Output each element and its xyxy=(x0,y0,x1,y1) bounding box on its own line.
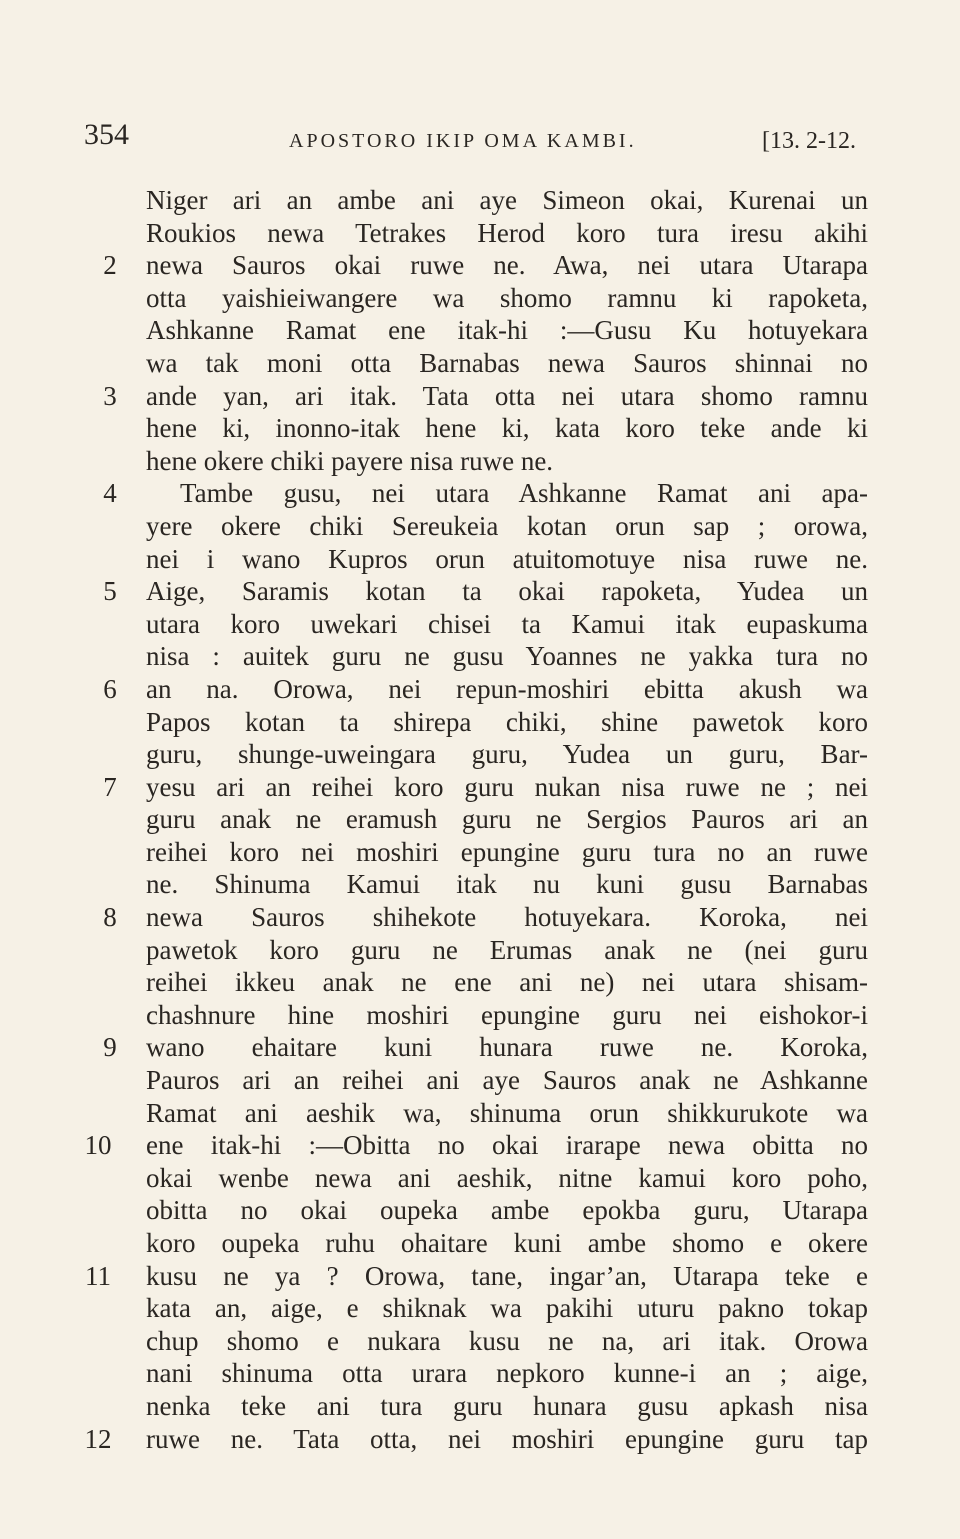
text-line xyxy=(0,282,960,315)
line-text: wano ehaitare kuni hunara ruwe ne. Koroka, xyxy=(146,1032,868,1063)
line-text: an na. Orowa, nei repun-moshiri ebitta akush wa xyxy=(146,673,868,704)
line-text: guru, shunge-uweingara guru, Yudea un guru, Bar- xyxy=(146,739,868,770)
running-title: APOSTORO IKIP OMA KAMBI. xyxy=(289,130,637,152)
text-line xyxy=(0,1097,960,1130)
text-line xyxy=(0,1194,960,1227)
text-line xyxy=(0,803,960,836)
line-text: ene itak-hi :—Obitta no okai irarape newa obitta no xyxy=(146,1130,868,1161)
verse-number: 12 xyxy=(84,1423,112,1454)
line-text: newa Sauros shihekote hotuyekara. Koroka, nei xyxy=(146,902,868,933)
line-text: Papos kotan ta shirepa chiki, shine pawetok koro xyxy=(146,706,868,737)
text-line xyxy=(0,575,960,608)
line-text: Niger ari an ambe ani aye Simeon okai, Kurenai un xyxy=(146,185,868,215)
line-text: newa Sauros okai ruwe ne. Awa, nei utara Utarapa xyxy=(146,250,868,281)
text-line xyxy=(0,901,960,934)
line-text: pawetok koro guru ne Erumas anak ne (nei guru xyxy=(146,934,868,965)
line-text: Roukios newa Tetrakes Herod koro tura iresu akihi xyxy=(146,217,868,248)
text-line xyxy=(0,934,960,967)
verse-number: 7 xyxy=(103,771,117,802)
page-header xyxy=(84,118,874,158)
line-text: otta yaishieiwangere wa shomo ramnu ki rapoketa, xyxy=(146,282,868,313)
text-line xyxy=(0,706,960,739)
line-text: obitta no okai oupeka ambe epokba guru, Utarapa xyxy=(146,1195,868,1226)
line-text: ne. Shinuma Kamui itak nu kuni gusu Barnabas xyxy=(146,869,868,900)
line-text: ruwe ne. Tata otta, nei moshiri epungine guru tap xyxy=(146,1423,868,1454)
text-line xyxy=(0,640,960,673)
text-line xyxy=(0,1260,960,1293)
line-text: reihei ikkeu anak ne ene ani ne) nei utara shisam- xyxy=(146,967,868,998)
line-text: guru anak ne eramush guru ne Sergios Pauros ari an xyxy=(146,804,868,835)
text-line xyxy=(0,1227,960,1260)
verse-number: 2 xyxy=(103,250,117,281)
text-line xyxy=(0,510,960,543)
verse-number: 8 xyxy=(103,902,117,933)
text-line xyxy=(0,1064,960,1097)
line-text: utara koro uwekari chisei ta Kamui itak eupaskuma xyxy=(146,608,868,639)
line-text: nei i wano Kupros orun atuitomotuye nisa ruwe ne. xyxy=(146,543,868,574)
text-line xyxy=(0,380,960,413)
verse-number: 9 xyxy=(103,1032,117,1063)
text-line xyxy=(0,771,960,804)
line-text: kata an, aige, e shiknak wa pakihi uturu pakno tokap xyxy=(146,1293,868,1324)
line-text: Ramat ani aeshik wa, shinuma orun shikkurukote wa xyxy=(146,1097,868,1128)
line-text: Aige, Saramis kotan ta okai rapoketa, Yudea un xyxy=(146,576,868,607)
line-text: Pauros ari an reihei ani aye Sauros anak ne Ashkanne xyxy=(146,1065,868,1096)
line-text: koro oupeka ruhu ohaitare kuni ambe shomo e okere xyxy=(146,1228,868,1258)
line-text: yesu ari an reihei koro guru nukan nisa ruwe ne ; nei xyxy=(146,771,868,802)
text-line xyxy=(0,217,960,250)
text-line xyxy=(0,314,960,347)
text-line xyxy=(0,1423,960,1456)
line-text: okai wenbe newa ani aeshik, nitne kamui koro poho, xyxy=(146,1162,868,1193)
text-line xyxy=(0,1390,960,1423)
body-text xyxy=(0,184,960,1455)
verse-number: 5 xyxy=(103,576,117,607)
text-line xyxy=(0,1325,960,1358)
text-line xyxy=(0,543,960,576)
text-line xyxy=(0,966,960,999)
text-line xyxy=(0,184,960,217)
line-text: chashnure hine moshiri epungine guru nei eishokor-i xyxy=(146,999,868,1030)
line-text: hene okere chiki payere nisa ruwe ne. xyxy=(146,445,554,476)
line-text: nenka teke ani tura guru hunara gusu apkash nisa xyxy=(146,1390,868,1421)
text-line xyxy=(0,1292,960,1325)
verse-number: 6 xyxy=(103,673,117,704)
line-text: kusu ne ya ? Orowa, tane, ingar’an, Utarapa teke e xyxy=(146,1260,868,1291)
line-text: Ashkanne Ramat ene itak-hi :—Gusu Ku hotuyekara xyxy=(146,315,868,346)
verse-number: 3 xyxy=(103,380,117,411)
text-line xyxy=(0,412,960,445)
line-text: ande yan, ari itak. Tata otta nei utara shomo ramnu xyxy=(146,380,868,411)
line-text: Tambe gusu, nei utara Ashkanne Ramat ani apa- xyxy=(180,478,868,509)
text-line xyxy=(0,477,960,510)
verse-number: 11 xyxy=(85,1260,111,1291)
text-line xyxy=(0,249,960,282)
text-line xyxy=(0,673,960,706)
text-line xyxy=(0,445,960,478)
text-line xyxy=(0,738,960,771)
line-text: wa tak moni otta Barnabas newa Sauros shinnai no xyxy=(146,347,868,378)
text-line xyxy=(0,1357,960,1390)
verse-number: 4 xyxy=(103,478,117,509)
text-line xyxy=(0,1129,960,1162)
line-text: nisa : auitek guru ne gusu Yoannes ne yakka tura no xyxy=(146,641,868,672)
text-line xyxy=(0,836,960,869)
text-line xyxy=(0,608,960,641)
text-line xyxy=(0,999,960,1032)
line-text: reihei koro nei moshiri epungine guru tura no an ruwe xyxy=(146,836,868,867)
text-line xyxy=(0,1162,960,1195)
line-text: yere okere chiki Sereukeia kotan orun sap ; orowa, xyxy=(146,510,868,541)
page-number: 354 xyxy=(84,118,129,151)
chapter-verse-reference: [13. 2-12. xyxy=(762,128,856,154)
text-line xyxy=(0,1031,960,1064)
line-text: hene ki, inonno-itak hene ki, kata koro teke ande ki xyxy=(146,413,868,444)
line-text: chup shomo e nukara kusu ne na, ari itak. Orowa xyxy=(146,1325,868,1356)
line-text: nani shinuma otta urara nepkoro kunne-i an ; aige, xyxy=(146,1358,868,1389)
text-line xyxy=(0,347,960,380)
text-line xyxy=(0,868,960,901)
verse-number: 10 xyxy=(84,1130,112,1161)
